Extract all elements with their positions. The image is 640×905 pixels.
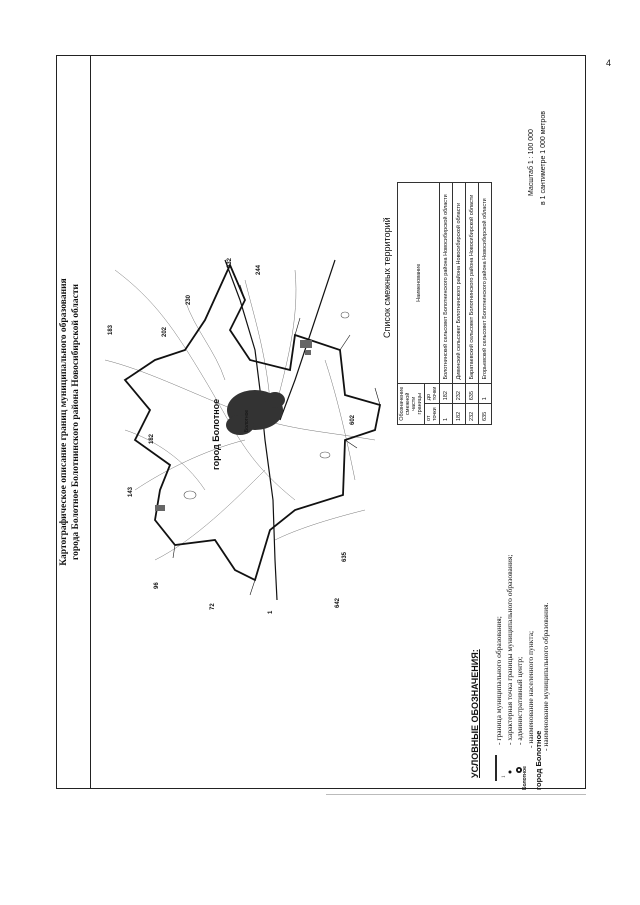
adjacent-table-title: Список смежных территорий xyxy=(382,217,392,338)
scale-ratio: Масштаб 1 : 100 000 xyxy=(528,129,535,196)
point-label: 232 xyxy=(227,257,233,268)
table-row: 232 635 Баратаевский сельсовет Болотнинского района Новосибирской области xyxy=(466,183,479,425)
boundary-line-symbol xyxy=(490,755,502,781)
table-header-group: Обозначение смежной части границы xyxy=(398,383,425,424)
point-label: 72 xyxy=(210,603,216,610)
legend-item: - наименование населенного пункта; xyxy=(526,630,535,748)
legend-municipality-symbol: город Болотное xyxy=(534,730,543,790)
document-title xyxy=(58,112,88,732)
title-line-1: Картографическое описание границ муниципального образования xyxy=(59,278,69,566)
legend-item: - граница муниципального образования; xyxy=(494,616,503,745)
title-divider xyxy=(90,55,91,789)
town-label: город Болотное xyxy=(211,398,221,470)
title-line-2: города Болотное Болотнинского района Новосибирской области xyxy=(71,284,81,560)
table-row: 635 1 Егорьевский сельсовет Болотнинского района Новосибирской области xyxy=(479,183,492,425)
point-label: 202 xyxy=(162,326,168,337)
legend-title: УСЛОВНЫЕ ОБОЗНАЧЕНИЯ: xyxy=(470,649,480,778)
legend-item: - административный центр; xyxy=(515,656,524,745)
point-label: 143 xyxy=(128,486,134,497)
legend-settlement-symbol: Болотное xyxy=(522,766,528,790)
adjacent-table xyxy=(397,182,492,425)
page-number: 4 xyxy=(606,58,612,68)
point-label: 230 xyxy=(186,294,192,305)
legend-item: - наименование муниципального образования. xyxy=(541,602,550,751)
scale-description: в 1 сантиметре 1 000 метров xyxy=(540,111,547,205)
point-label: 642 xyxy=(335,597,341,608)
point-label: 96 xyxy=(154,582,160,589)
legend-item: - характерная точка границы муниципального образования; xyxy=(505,554,514,745)
table-header-name: Наименование xyxy=(398,183,440,384)
table-row: 182 232 Дивинский сельсовет Болотнинского района Новосибирской области xyxy=(453,183,466,425)
table-header-from: от точки xyxy=(425,404,440,425)
legend-point-symbol: 1 xyxy=(502,775,507,778)
table-row: 1 182 Болотнинский сельсовет Болотнинского района Новосибирской области xyxy=(440,183,453,425)
settlement-label: Болотное xyxy=(244,409,250,432)
point-label: 183 xyxy=(108,324,114,335)
point-label: 1 xyxy=(268,610,274,614)
point-symbol xyxy=(506,768,514,776)
point-label: 182 xyxy=(149,433,155,444)
point-label: 635 xyxy=(342,551,348,562)
table-header-to: до точки xyxy=(425,383,440,404)
point-label: 602 xyxy=(350,414,356,425)
bottom-rule xyxy=(326,794,586,795)
point-label: 244 xyxy=(256,264,262,275)
